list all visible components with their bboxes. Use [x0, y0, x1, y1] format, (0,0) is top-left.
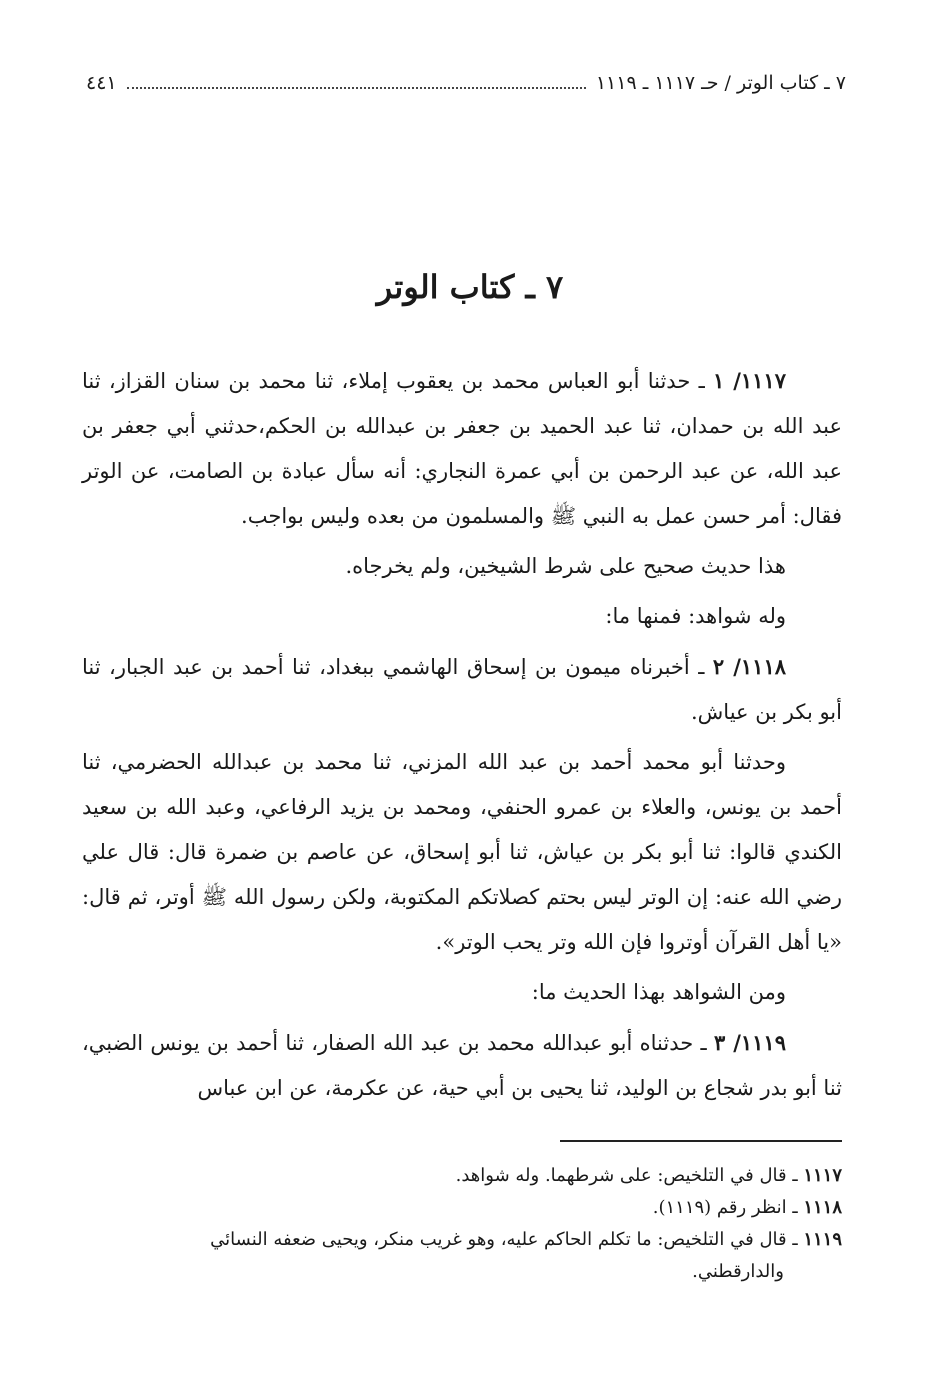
paragraph-text: وله شواهد: فمنها ما:: [605, 604, 786, 628]
footnote-text: ـ قال في التلخيص: ما تكلم الحاكم عليه، وهو غريب منكر، ويحيى ضعفه النسائي: [210, 1229, 804, 1250]
hadith-paragraph: [82, 358, 842, 539]
footnote-separator: [560, 1140, 842, 1142]
hadith-text: ـ حدثناه أبو عبدالله محمد بن عبد الله الصفار، ثنا أحمد بن يونس الضبي، ثنا أبو بدر شجاع بن الوليد، ثنا يحيى بن أبي حية، عن عكرمة، عن ابن عباس: [82, 1031, 842, 1100]
grading-paragraph: [82, 544, 842, 589]
hadith-number: ١١١٩/ ٣: [713, 1030, 786, 1055]
hadith-text: ـ حدثنا أبو العباس محمد بن يعقوب إملاء، ثنا محمد بن سنان القزاز، ثنا عبد الله بن حمدان، ثنا عبد الحميد بن جعفر بن عبدالله بن الحكم،حدثني أبي جعفر بن عبد الله، عن عبد الرحمن بن أبي عمرة النجاري: أنه سأل عبادة بن الصامت، عن الوتر فقال: أمر حسن عمل به النبي ﷺ والمسلمون من بعده وليس بواجب.: [82, 369, 842, 528]
witness-intro-paragraph: [82, 594, 842, 639]
running-header: [86, 72, 846, 94]
paragraph-text: ومن الشواهد بهذا الحديث ما:: [531, 980, 786, 1004]
witness-intro-paragraph: [82, 970, 842, 1015]
hadith-number: ١١١٧/ ١: [713, 368, 786, 393]
footnote-text: ـ انظر رقم (١١١٩).: [652, 1197, 804, 1218]
paragraph-text: هذا حديث صحيح على شرط الشيخين، ولم يخرجاه.: [345, 554, 786, 578]
paragraph-text: وحدثنا أبو محمد أحمد بن عبد الله المزني، ثنا محمد بن عبدالله الحضرمي، ثنا أحمد بن يونس، والعلاء بن عمرو الحنفي، ومحمد بن يزيد الرفاعي، وعبد الله بن سعيد الكندي قالوا: ثنا أبو بكر بن عياش، ثنا أبو إسحاق، عن عاصم بن ضمرة قال: قال علي رضي الله عنه: إن الوتر ليس بحتم كصلاتكم المكتوبة، ولكن رسول الله ﷺ أوتر، ثم قال: «يا أهل القرآن أوتروا فإن الله وتر يحب الوتر».: [82, 750, 842, 954]
hadith-number: ١١١٨/ ٢: [712, 654, 787, 679]
hadith-text: ـ أخبرناه ميمون بن إسحاق الهاشمي ببغداد، ثنا أحمد بن عبد الجبار، ثنا أبو بكر بن عياش.: [82, 655, 842, 724]
running-title: ٧ ـ كتاب الوتر / حـ ١١١٧ ـ ١١١٩: [595, 72, 846, 94]
footnote: [82, 1224, 842, 1256]
hadith-body: [82, 358, 842, 1116]
hadith-paragraph: [82, 1020, 842, 1111]
footnote-continuation: والدارقطني.: [692, 1261, 784, 1282]
page-number: ٤٤١: [86, 72, 117, 94]
footnote: [82, 1160, 842, 1192]
chapter-title: ٧ ـ كتاب الوتر: [376, 268, 564, 306]
footnote-number: ١١١٧: [803, 1165, 842, 1186]
dotted-leader: [127, 79, 586, 89]
footnotes: [82, 1160, 842, 1288]
footnote-number: ١١١٩: [803, 1229, 842, 1250]
footnote-number: ١١١٨: [803, 1197, 842, 1218]
footnote: [82, 1192, 842, 1224]
footnote-text: ـ قال في التلخيص: على شرطهما. وله شواهد.: [455, 1165, 804, 1186]
hadith-paragraph: [82, 644, 842, 735]
chain-paragraph: [82, 740, 842, 965]
